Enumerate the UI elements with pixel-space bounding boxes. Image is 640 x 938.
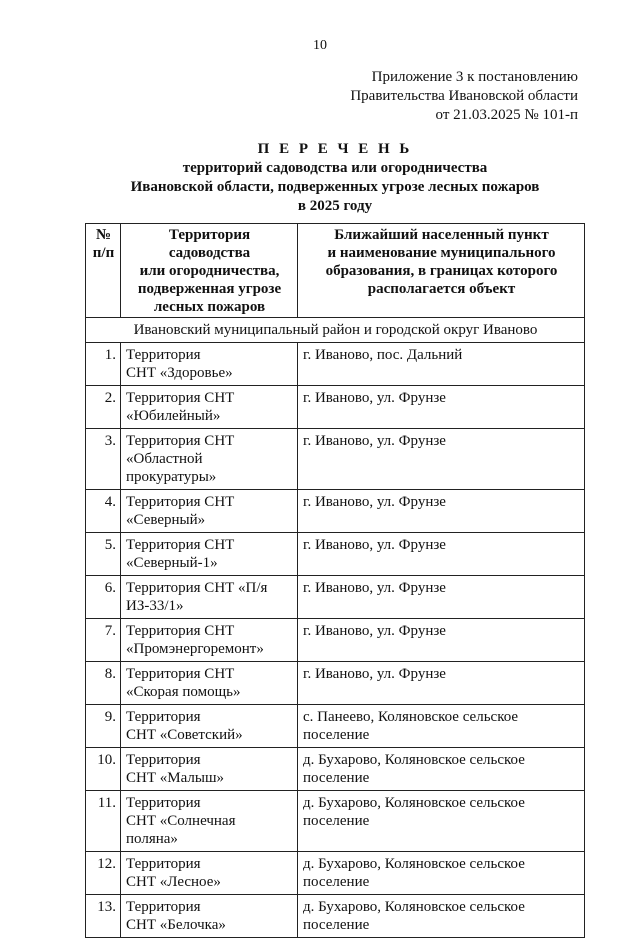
locality-cell [298, 791, 585, 852]
table-row [86, 895, 585, 938]
territory-cell [121, 852, 298, 895]
table-row [86, 791, 585, 852]
locality-line: поселение [303, 770, 370, 786]
title-main: П Е Р Е Ч Е Н Ь [257, 141, 413, 157]
territory-line: Территория [126, 347, 201, 363]
locality-cell [298, 533, 585, 576]
table-row [86, 705, 585, 748]
locality-line: поселение [303, 917, 370, 933]
row-number: 6. [86, 576, 121, 619]
locality-cell [298, 662, 585, 705]
locality-cell [298, 343, 585, 386]
locality-line: д. Бухарово, Коляновское сельское [303, 795, 525, 811]
title-line: в 2025 году [297, 198, 373, 214]
territory-line: Территория СНТ [126, 433, 235, 449]
territory-line: Территория [126, 899, 201, 915]
territory-line: «Областной [126, 451, 203, 467]
territory-cell [121, 429, 298, 490]
territory-cell [121, 791, 298, 852]
header-number [86, 224, 121, 318]
territory-line: Территория СНТ [126, 494, 235, 510]
header-line: садоводства [168, 245, 251, 261]
locality-line: г. Иваново, пос. Дальний [303, 347, 463, 363]
row-number: 2. [86, 386, 121, 429]
locality-cell [298, 705, 585, 748]
territory-cell [121, 343, 298, 386]
row-number: 11. [86, 791, 121, 852]
territory-line: Территория СНТ [126, 666, 235, 682]
territory-line: Территория СНТ [126, 537, 235, 553]
territory-cell [121, 895, 298, 938]
table-row [86, 429, 585, 490]
section-title: Ивановский муниципальный район и городской округ Иваново [86, 318, 585, 343]
territory-cell [121, 619, 298, 662]
row-number: 4. [86, 490, 121, 533]
appendix-line: от 21.03.2025 № 101-п [435, 107, 578, 123]
header-line: располагается объект [367, 281, 516, 297]
territory-line: «Северный» [126, 512, 206, 528]
row-number: 5. [86, 533, 121, 576]
territory-line: Территория [126, 795, 201, 811]
table-row [86, 619, 585, 662]
row-number: 9. [86, 705, 121, 748]
document-title [80, 140, 590, 216]
locality-cell [298, 490, 585, 533]
territory-line: ИЗ-33/1» [126, 598, 184, 614]
territory-cell [121, 705, 298, 748]
locality-cell [298, 576, 585, 619]
appendix-line: Правительства Ивановской области [350, 88, 578, 104]
table-row [86, 748, 585, 791]
locality-cell [298, 429, 585, 490]
header-line: Территория [168, 227, 251, 243]
territory-line: «Северный-1» [126, 555, 218, 571]
locality-line: поселение [303, 813, 370, 829]
table-row [86, 386, 585, 429]
territory-cell [121, 576, 298, 619]
locality-line: д. Бухарово, Коляновское сельское [303, 752, 525, 768]
locality-line: г. Иваново, ул. Фрунзе [303, 580, 446, 596]
locality-line: г. Иваново, ул. Фрунзе [303, 390, 446, 406]
row-number: 10. [86, 748, 121, 791]
appendix-reference [350, 68, 578, 125]
row-number: 8. [86, 662, 121, 705]
locality-cell [298, 619, 585, 662]
section-row [86, 318, 585, 343]
appendix-line: Приложение 3 к постановлению [371, 69, 578, 85]
territory-line: Территория [126, 709, 201, 725]
header-line: № [95, 227, 112, 243]
territory-line: прокуратуры» [126, 469, 217, 485]
header-line: или огородничества, [139, 263, 280, 279]
locality-line: г. Иваново, ул. Фрунзе [303, 666, 446, 682]
territory-line: Территория СНТ «П/я [126, 580, 268, 596]
header-line: п/п [92, 245, 115, 261]
header-line: образования, в границах которого [325, 263, 558, 279]
territory-line: СНТ «Малыш» [126, 770, 224, 786]
row-number: 12. [86, 852, 121, 895]
territory-cell [121, 386, 298, 429]
territory-cell [121, 748, 298, 791]
territory-line: СНТ «Лесное» [126, 874, 221, 890]
territory-line: «Промэнергоремонт» [126, 641, 264, 657]
header-line: лесных пожаров [153, 299, 266, 315]
table-header-row [86, 224, 585, 318]
territory-line: СНТ «Белочка» [126, 917, 226, 933]
header-line: Ближайший населенный пункт [334, 227, 549, 243]
table-row [86, 852, 585, 895]
table-row [86, 533, 585, 576]
territory-line: Территория СНТ [126, 623, 235, 639]
locality-line: д. Бухарово, Коляновское сельское [303, 899, 525, 915]
territory-line: СНТ «Солнечная [126, 813, 236, 829]
territory-line: СНТ «Здоровье» [126, 365, 233, 381]
territory-line: СНТ «Советский» [126, 727, 243, 743]
row-number: 13. [86, 895, 121, 938]
territory-line: «Скорая помощь» [126, 684, 241, 700]
locality-cell [298, 895, 585, 938]
locality-line: поселение [303, 727, 370, 743]
locality-line: г. Иваново, ул. Фрунзе [303, 623, 446, 639]
territory-line: «Юбилейный» [126, 408, 221, 424]
row-number: 1. [86, 343, 121, 386]
table-row [86, 343, 585, 386]
locality-cell [298, 748, 585, 791]
territory-line: Территория СНТ [126, 390, 235, 406]
territory-line: Территория [126, 856, 201, 872]
locality-cell [298, 386, 585, 429]
row-number: 3. [86, 429, 121, 490]
locality-line: поселение [303, 874, 370, 890]
title-line: Ивановской области, подверженных угрозе лесных пожаров [130, 179, 540, 195]
table-row [86, 576, 585, 619]
table-row [86, 490, 585, 533]
header-line: и наименование муниципального [327, 245, 556, 261]
territory-cell [121, 662, 298, 705]
locality-line: с. Панеево, Коляновское сельское [303, 709, 519, 725]
territory-line: поляна» [126, 831, 178, 847]
territory-line: Территория [126, 752, 201, 768]
locality-line: г. Иваново, ул. Фрунзе [303, 494, 446, 510]
territory-cell [121, 490, 298, 533]
locality-cell [298, 852, 585, 895]
header-locality [298, 224, 585, 318]
page-number: 10 [313, 38, 327, 53]
header-line: подверженная угрозе [137, 281, 282, 297]
territory-cell [121, 533, 298, 576]
table-row [86, 662, 585, 705]
territories-table [85, 223, 585, 938]
locality-line: г. Иваново, ул. Фрунзе [303, 433, 446, 449]
title-line: территорий садоводства или огородничества [182, 160, 488, 176]
header-territory [121, 224, 298, 318]
locality-line: д. Бухарово, Коляновское сельское [303, 856, 525, 872]
locality-line: г. Иваново, ул. Фрунзе [303, 537, 446, 553]
row-number: 7. [86, 619, 121, 662]
